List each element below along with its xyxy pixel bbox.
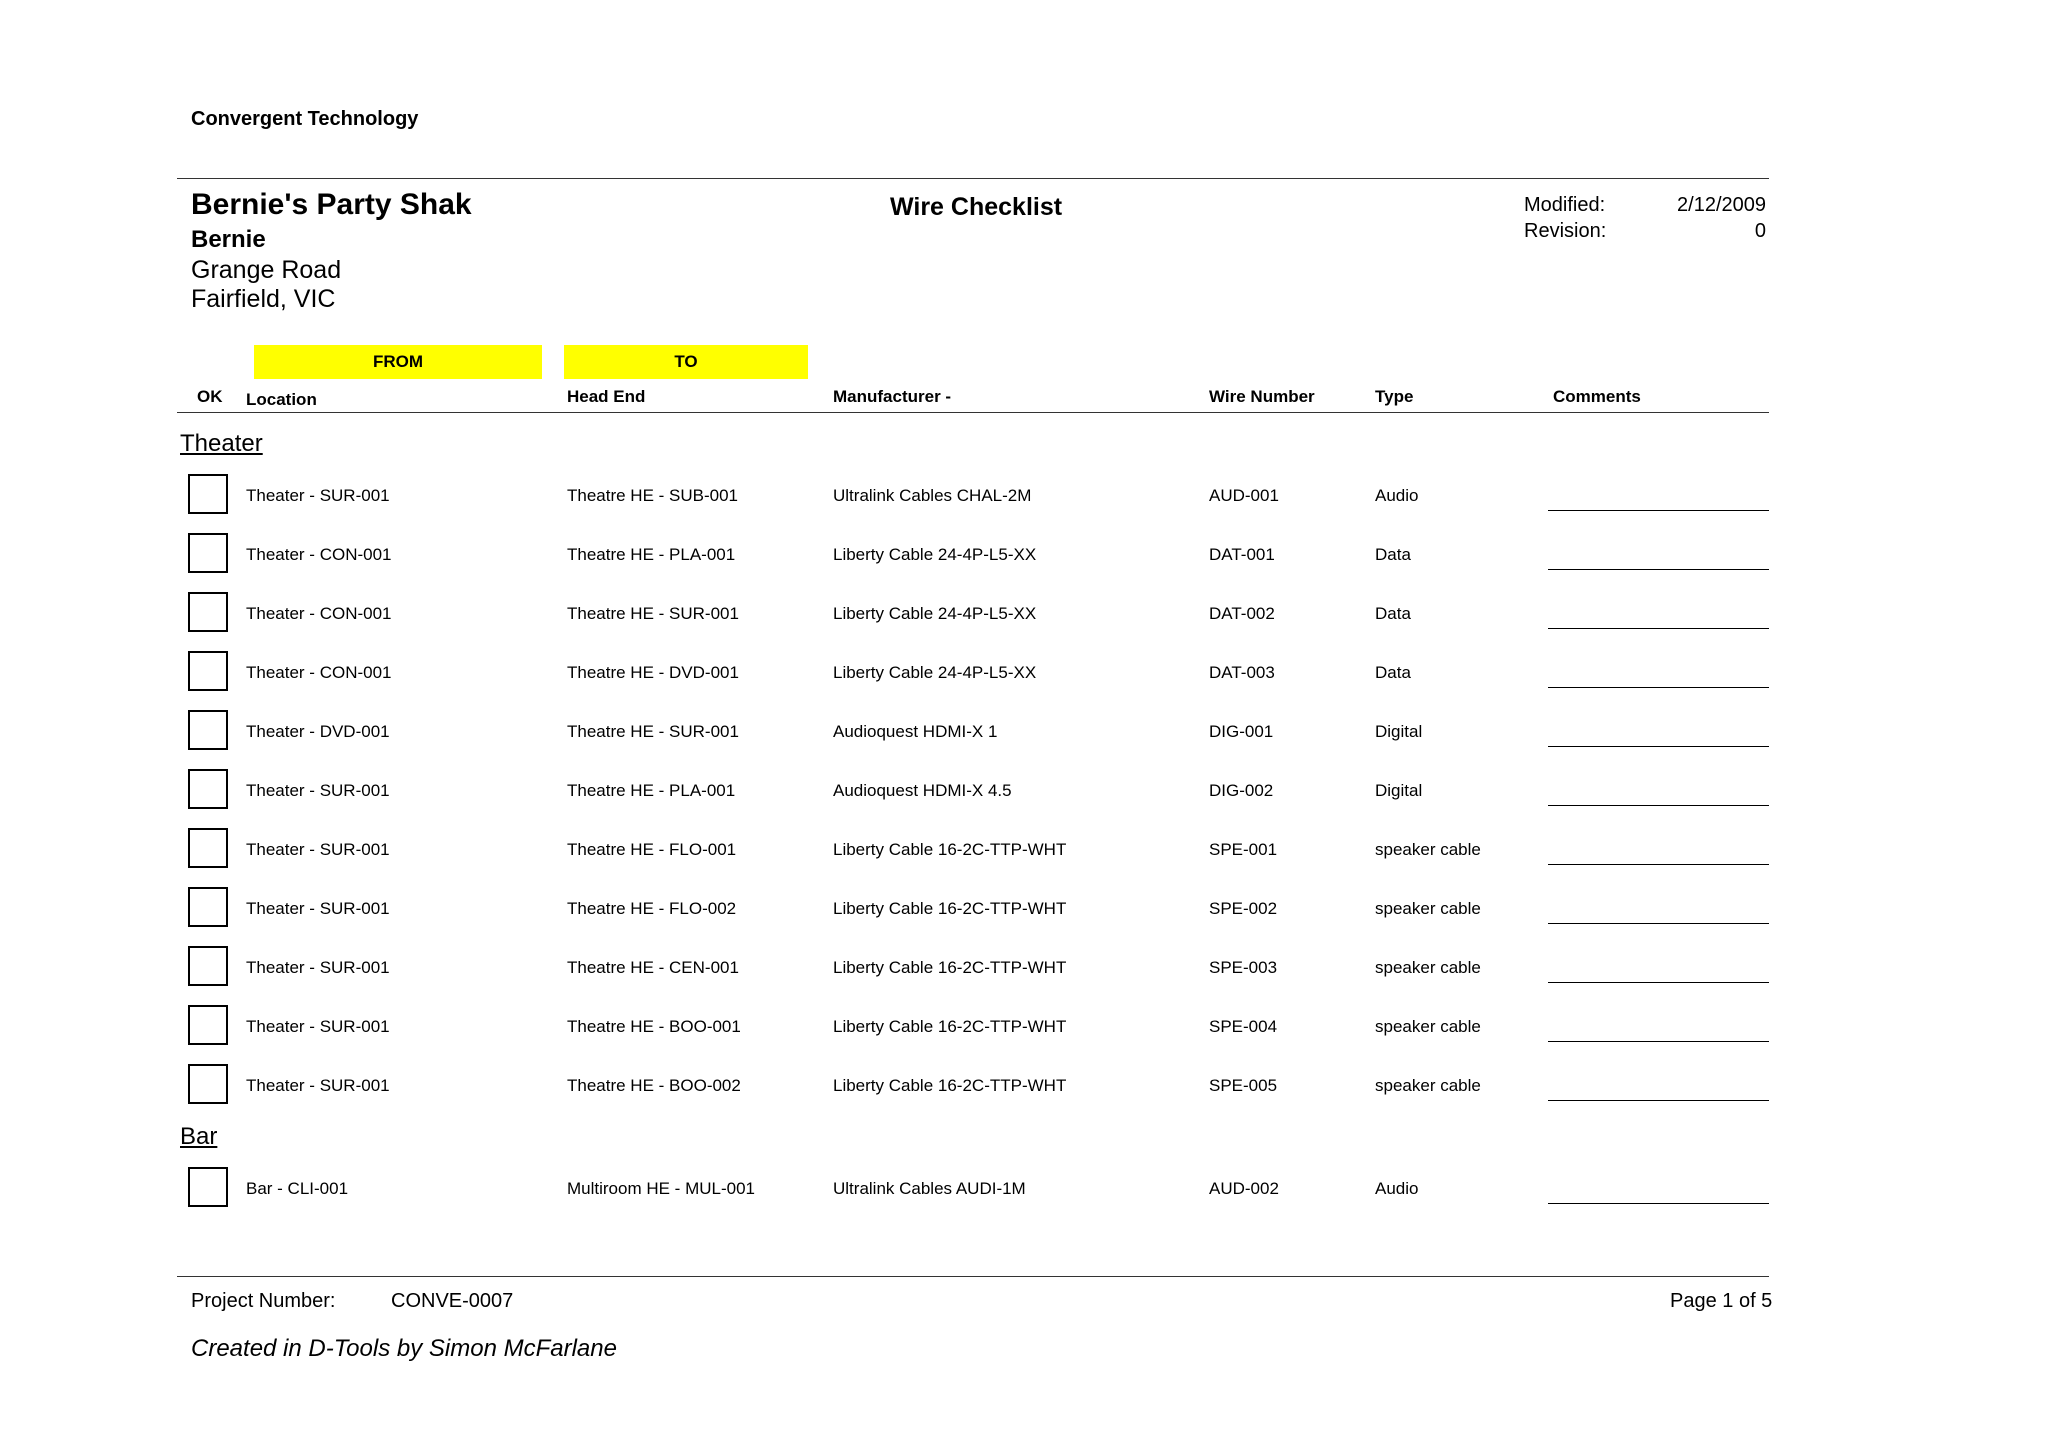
- from-group-label: FROM: [254, 345, 542, 379]
- header-rule: [177, 178, 1769, 179]
- column-header-rule: [177, 412, 1769, 413]
- col-head-end: Head End: [567, 387, 646, 406]
- cell-head-end: Theatre HE - BOO-002: [567, 1076, 741, 1095]
- col-ok: OK: [197, 387, 223, 406]
- cell-head-end: Theatre HE - PLA-001: [567, 545, 736, 564]
- cell-location: Theater - SUR-001: [246, 486, 390, 505]
- cell-manufacturer: Liberty Cable 16-2C-TTP-WHT: [833, 1017, 1067, 1036]
- comment-line[interactable]: [1548, 628, 1769, 629]
- cell-head-end: Theatre HE - PLA-001: [567, 781, 736, 800]
- cell-type: speaker cable: [1375, 899, 1481, 918]
- to-group-label: TO: [564, 345, 808, 379]
- cell-wire-number: AUD-002: [1209, 1179, 1279, 1198]
- ok-checkbox[interactable]: [188, 592, 228, 632]
- revision-label: Revision:: [1524, 220, 1607, 242]
- ok-checkbox[interactable]: [188, 474, 228, 514]
- cell-wire-number: DAT-002: [1209, 604, 1275, 623]
- cell-type: Data: [1375, 545, 1411, 564]
- ok-checkbox[interactable]: [188, 1167, 228, 1207]
- comment-line[interactable]: [1548, 805, 1769, 806]
- cell-manufacturer: Liberty Cable 24-4P-L5-XX: [833, 663, 1037, 682]
- cell-location: Theater - SUR-001: [246, 1017, 390, 1036]
- cell-head-end: Theatre HE - FLO-002: [567, 899, 737, 918]
- ok-checkbox[interactable]: [188, 533, 228, 573]
- cell-manufacturer: Audioquest HDMI-X 4.5: [833, 781, 1012, 800]
- cell-location: Theater - DVD-001: [246, 722, 390, 741]
- cell-type: speaker cable: [1375, 1017, 1481, 1036]
- cell-wire-number: SPE-003: [1209, 958, 1278, 977]
- cell-head-end: Theatre HE - SUB-001: [567, 486, 739, 505]
- cell-wire-number: DIG-002: [1209, 781, 1274, 800]
- project-number-value: CONVE-0007: [391, 1290, 514, 1312]
- cell-location: Theater - CON-001: [246, 604, 392, 623]
- comment-line[interactable]: [1548, 923, 1769, 924]
- col-type: Type: [1375, 387, 1414, 406]
- col-wire-number: Wire Number: [1209, 387, 1315, 406]
- ok-checkbox[interactable]: [188, 769, 228, 809]
- cell-manufacturer: Liberty Cable 24-4P-L5-XX: [833, 545, 1037, 564]
- comment-line[interactable]: [1548, 864, 1769, 865]
- cell-wire-number: SPE-005: [1209, 1076, 1278, 1095]
- comment-line[interactable]: [1548, 982, 1769, 983]
- cell-location: Bar - CLI-001: [246, 1179, 349, 1198]
- cell-type: Digital: [1375, 781, 1423, 800]
- ok-checkbox[interactable]: [188, 651, 228, 691]
- cell-manufacturer: Liberty Cable 24-4P-L5-XX: [833, 604, 1037, 623]
- cell-head-end: Theatre HE - CEN-001: [567, 958, 739, 977]
- cell-head-end: Multiroom HE - MUL-001: [567, 1179, 755, 1198]
- cell-manufacturer: Liberty Cable 16-2C-TTP-WHT: [833, 840, 1067, 859]
- cell-wire-number: SPE-002: [1209, 899, 1278, 918]
- document-title: Wire Checklist: [890, 193, 1063, 221]
- comment-line[interactable]: [1548, 1100, 1769, 1101]
- cell-type: Data: [1375, 663, 1411, 682]
- cell-manufacturer: Audioquest HDMI-X 1: [833, 722, 998, 741]
- cell-location: Theater - CON-001: [246, 663, 392, 682]
- section-title-theater: Theater: [180, 430, 263, 457]
- cell-type: speaker cable: [1375, 958, 1481, 977]
- cell-location: Theater - SUR-001: [246, 840, 390, 859]
- cell-wire-number: DAT-001: [1209, 545, 1275, 564]
- cell-type: Audio: [1375, 486, 1419, 505]
- cell-wire-number: DAT-003: [1209, 663, 1275, 682]
- cell-type: speaker cable: [1375, 840, 1481, 859]
- page-indicator: Page 1 of 5: [1670, 1290, 1773, 1312]
- project-number-label: Project Number:: [191, 1290, 336, 1312]
- cell-location: Theater - SUR-001: [246, 1076, 390, 1095]
- cell-head-end: Theatre HE - DVD-001: [567, 663, 739, 682]
- cell-location: Theater - CON-001: [246, 545, 392, 564]
- footer-rule: [177, 1276, 1769, 1277]
- credit-line: Created in D-Tools by Simon McFarlane: [191, 1335, 617, 1362]
- col-manufacturer: Manufacturer -: [833, 387, 952, 406]
- address-line-1: Grange Road: [191, 256, 342, 284]
- cell-manufacturer: Liberty Cable 16-2C-TTP-WHT: [833, 899, 1067, 918]
- section-title-bar: Bar: [180, 1123, 218, 1150]
- company-name: Convergent Technology: [191, 108, 419, 130]
- cell-location: Theater - SUR-001: [246, 781, 390, 800]
- cell-manufacturer: Ultralink Cables AUDI-1M: [833, 1179, 1026, 1198]
- ok-checkbox[interactable]: [188, 828, 228, 868]
- cell-wire-number: SPE-004: [1209, 1017, 1278, 1036]
- project-name: Bernie's Party Shak: [191, 188, 472, 221]
- modified-label: Modified:: [1524, 194, 1606, 216]
- cell-type: Digital: [1375, 722, 1423, 741]
- cell-type: speaker cable: [1375, 1076, 1481, 1095]
- address-line-2: Fairfield, VIC: [191, 285, 336, 313]
- cell-manufacturer: Liberty Cable 16-2C-TTP-WHT: [833, 1076, 1067, 1095]
- cell-head-end: Theatre HE - FLO-001: [567, 840, 737, 859]
- ok-checkbox[interactable]: [188, 946, 228, 986]
- cell-head-end: Theatre HE - BOO-001: [567, 1017, 741, 1036]
- comment-line[interactable]: [1548, 687, 1769, 688]
- ok-checkbox[interactable]: [188, 887, 228, 927]
- ok-checkbox[interactable]: [188, 710, 228, 750]
- cell-head-end: Theatre HE - SUR-001: [567, 604, 739, 623]
- col-location: Location: [246, 390, 317, 409]
- comment-line[interactable]: [1548, 569, 1769, 570]
- cell-manufacturer: Liberty Cable 16-2C-TTP-WHT: [833, 958, 1067, 977]
- cell-wire-number: AUD-001: [1209, 486, 1279, 505]
- ok-checkbox[interactable]: [188, 1064, 228, 1104]
- cell-type: Audio: [1375, 1179, 1419, 1198]
- cell-wire-number: SPE-001: [1209, 840, 1278, 859]
- comment-line[interactable]: [1548, 746, 1769, 747]
- ok-checkbox[interactable]: [188, 1005, 228, 1045]
- comment-line[interactable]: [1548, 1203, 1769, 1204]
- cell-wire-number: DIG-001: [1209, 722, 1274, 741]
- cell-location: Theater - SUR-001: [246, 958, 390, 977]
- comment-line[interactable]: [1548, 1041, 1769, 1042]
- cell-location: Theater - SUR-001: [246, 899, 390, 918]
- cell-head-end: Theatre HE - SUR-001: [567, 722, 739, 741]
- comment-line[interactable]: [1548, 510, 1769, 511]
- revision-value: 0: [1754, 220, 1766, 242]
- modified-value: 2/12/2009: [1677, 194, 1766, 216]
- cell-type: Data: [1375, 604, 1411, 623]
- col-comments: Comments: [1553, 387, 1641, 406]
- client-name: Bernie: [191, 226, 266, 253]
- cell-manufacturer: Ultralink Cables CHAL-2M: [833, 486, 1032, 505]
